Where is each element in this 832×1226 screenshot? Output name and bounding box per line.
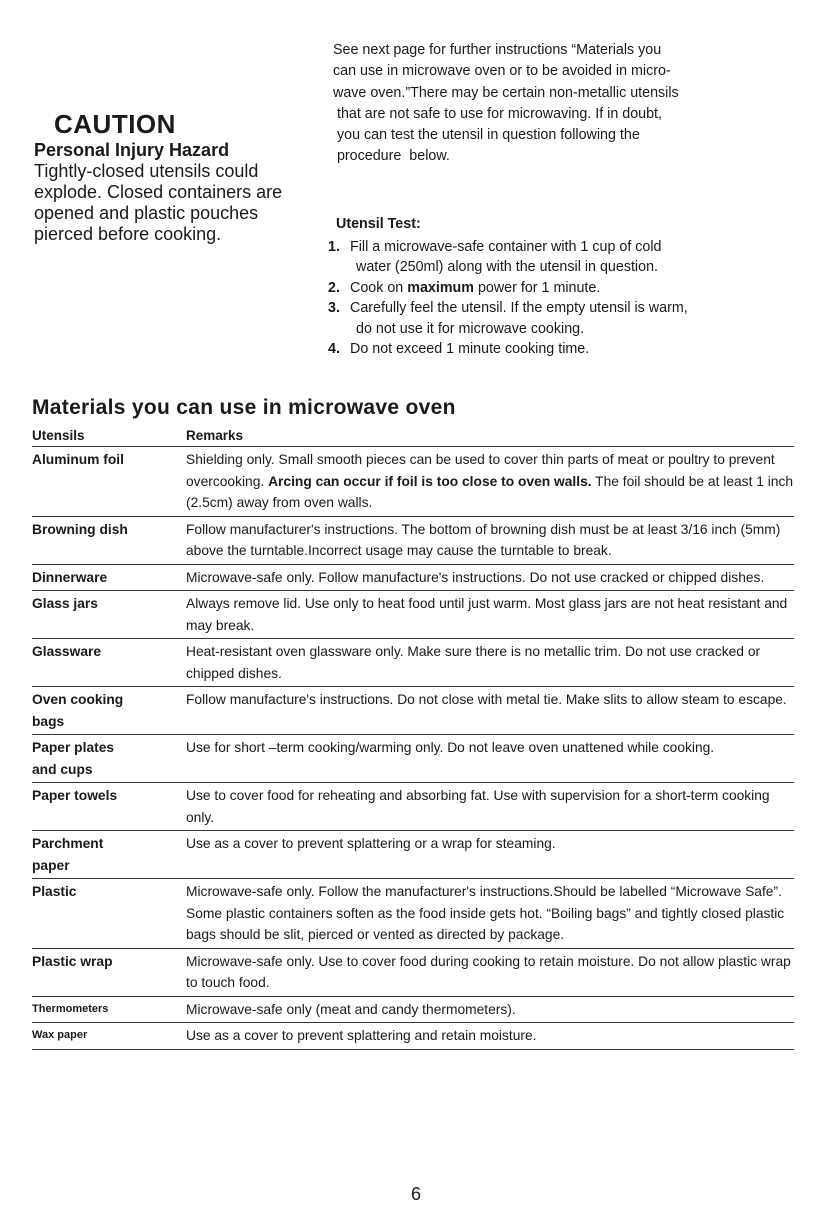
utensil-cell: Browning dish [32, 516, 182, 564]
remark-text: Use for short –term cooking/warming only. Do not leave oven unattened while cooking. [186, 740, 715, 755]
utensil-cell: Oven cooking bags [32, 687, 182, 735]
table-row [32, 996, 794, 1023]
intro-line: See next page for further instructions “Materials you [333, 42, 662, 58]
step-text: Fill a microwave-safe container with 1 cup of cold [350, 238, 662, 255]
utensil-cell: Paper towels [32, 783, 182, 831]
caution-title: CAUTION [54, 109, 176, 139]
remark-cell [182, 831, 794, 879]
step-text: water (250ml) along with the utensil in question. [356, 259, 658, 275]
intro-paragraph [333, 40, 803, 168]
table-row [32, 879, 794, 949]
remark-text: Use as a cover to prevent splattering and retain moisture. [186, 1028, 537, 1043]
utensils-column-header: Utensils [32, 426, 182, 447]
table-row [32, 948, 794, 996]
materials-table [32, 426, 794, 1050]
utensil-cell: Wax paper [32, 1023, 182, 1050]
step-text: Carefully feel the utensil. If the empty utensil is warm, [350, 300, 688, 316]
remark-cell [182, 879, 794, 949]
remark-cell [182, 735, 794, 783]
step-number: 2. [328, 279, 340, 296]
table-row [32, 1023, 794, 1050]
utensil-test [328, 214, 808, 360]
test-step [328, 298, 808, 339]
remark-text: The foil should be at least 1 inch (2.5cm) away from oven walls. [186, 473, 794, 510]
table-row [32, 591, 794, 639]
step-number: 1. [328, 238, 340, 255]
remark-cell [182, 591, 794, 639]
intro-line: you can test the utensil in question following the [333, 127, 640, 144]
utensil-cell: Glass jars [32, 591, 182, 639]
remark-cell [182, 687, 794, 735]
remark-text: Use to cover food for reheating and absorbing fat. Use with supervision for a short-term cooking only. [186, 788, 770, 825]
caution-body: Tightly-closed utensils could explode. Closed containers are opened and plastic pouches pierced before cooking. [34, 161, 283, 244]
intro-line: that are not safe to use for microwaving. If in doubt, [333, 105, 663, 122]
utensil-cell: Paper plates and cups [32, 735, 182, 783]
caution-box [34, 110, 296, 245]
remark-warning: Arcing can occur if foil is too close to oven walls. [268, 473, 592, 489]
table-row [32, 735, 794, 783]
remark-cell [182, 1023, 794, 1050]
remark-cell [182, 783, 794, 831]
remarks-column-header: Remarks [182, 426, 794, 447]
materials-heading: Materials you can use in microwave oven [32, 396, 456, 419]
remark-text: Microwave-safe only. Use to cover food during cooking to retain moisture. Do not allow plastic wrap to touch food. [186, 953, 791, 990]
step-text [350, 278, 808, 299]
remark-cell [182, 516, 794, 564]
utensil-cell: Dinnerware [32, 564, 182, 591]
table-row [32, 639, 794, 687]
remark-text: Always remove lid. Use only to heat food until just warm. Most glass jars are not heat resistant and may break. [186, 596, 788, 633]
caution-subtitle: Personal Injury Hazard [34, 140, 230, 160]
utensil-cell: Plastic wrap [32, 948, 182, 996]
step-number: 4. [328, 341, 340, 357]
remark-cell [182, 948, 794, 996]
step-text-bold: maximum [407, 279, 474, 296]
remark-text: Shielding only. Small smooth pieces can be used to cover thin parts of meat or poultry to prevent overcooking. [186, 452, 775, 489]
intro-line: can use in microwave oven or to be avoided in micro- [333, 63, 671, 80]
step-text-part: power for 1 minute. [473, 279, 601, 296]
remark-cell [182, 996, 794, 1023]
table-row [32, 516, 794, 564]
remark-text: Microwave-safe only (meat and candy thermometers). [186, 1001, 516, 1017]
step-number: 3. [328, 300, 340, 316]
utensil-cell: Plastic [32, 879, 182, 949]
utensil-cell: Thermometers [32, 996, 182, 1023]
table-row [32, 687, 794, 735]
table-row [32, 564, 794, 591]
remark-text: Heat-resistant oven glassware only. Make sure there is no metallic trim. Do not use cracked or chipped dishes. [186, 644, 761, 681]
table-row [32, 447, 794, 517]
remark-text: Follow manufacturer's instructions. The bottom of browning dish must be at least 3/16 inch (5mm) above the turntable.Incorrect usage may cause the turntable to break. [186, 521, 781, 558]
test-step [328, 339, 808, 360]
utensil-cell: Aluminum foil [32, 447, 182, 517]
table-row [32, 783, 794, 831]
test-step [328, 278, 808, 299]
page-number: 6 [410, 1184, 421, 1204]
test-step [328, 237, 808, 278]
remark-cell [182, 447, 794, 517]
step-text-part: Cook on [350, 279, 408, 296]
remark-text: Microwave-safe only. Follow manufacture's instructions. Do not use cracked or chipped dishes. [186, 569, 765, 585]
table-header-row [32, 426, 794, 447]
utensil-test-steps [328, 237, 808, 360]
utensil-cell: Glassware [32, 639, 182, 687]
intro-line: procedure below. [333, 148, 450, 165]
remark-text: Follow manufacture's instructions. Do not close with metal tie. Make slits to allow steam to escape. [186, 692, 787, 707]
utensil-test-title: Utensil Test: [336, 216, 421, 232]
intro-line: wave oven.”There may be certain non-metallic utensils [333, 84, 679, 101]
remark-text: Microwave-safe only. Follow the manufacturer's instructions.Should be labelled “Microwave Safe”. Some plastic containers soften as the food inside gets hot. “Boiling bags” and tightly closed plastic bags should be slit, pierced or vented as directed by package. [186, 884, 785, 942]
remark-cell [182, 564, 794, 591]
remark-text: Use as a cover to prevent splattering or a wrap for steaming. [186, 836, 556, 851]
step-text: do not use it for microwave cooking. [356, 320, 585, 337]
step-text: Do not exceed 1 minute cooking time. [350, 341, 590, 357]
remark-cell [182, 639, 794, 687]
table-row [32, 831, 794, 879]
utensil-cell: Parchment paper [32, 831, 182, 879]
